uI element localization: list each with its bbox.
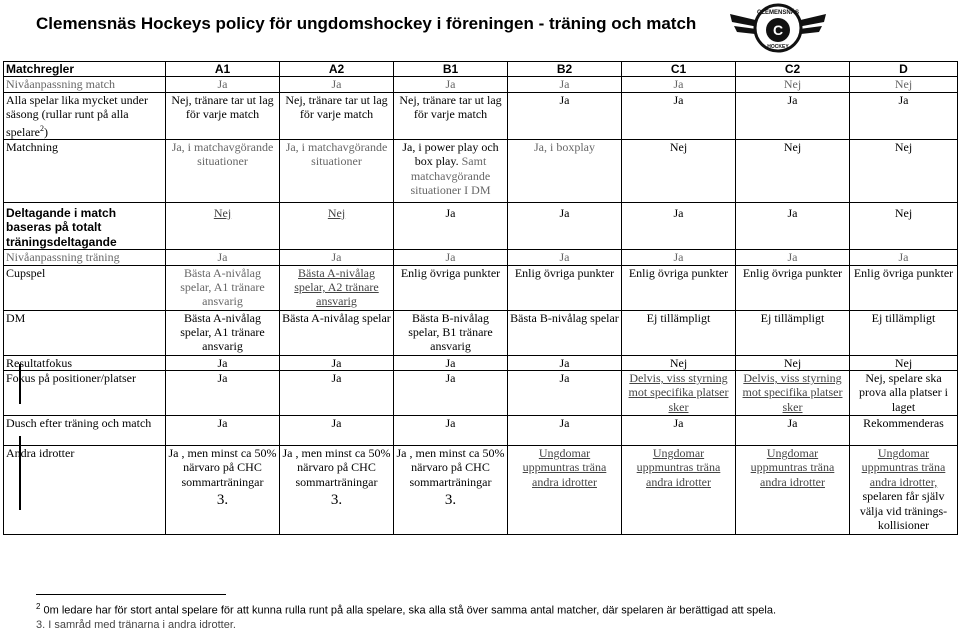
cell: Ja: [166, 355, 280, 370]
row-label: Deltagande i match baseras på totalt träningsdeltagande: [4, 203, 166, 250]
row-label-end: ): [43, 124, 48, 139]
cell: Enlig övriga punkter: [508, 265, 622, 310]
cell-text: Nej: [213, 206, 232, 221]
footnote-ref: 3.: [444, 492, 457, 509]
table-row: [4, 265, 958, 310]
cell: Ja: [736, 416, 850, 446]
cell: Rekommenderas: [850, 416, 958, 446]
table-row: [4, 92, 958, 139]
cell-text-gray: Samt matchavgörande situationer I DM: [410, 154, 491, 198]
header-a2: A2: [280, 62, 394, 77]
table-row: [4, 203, 958, 250]
cell: Ej tillämpligt: [736, 310, 850, 355]
cell: Nej: [622, 140, 736, 203]
cell: [850, 446, 958, 535]
header-matchregler: Matchregler: [4, 62, 166, 77]
cell: Ja: [622, 250, 736, 265]
header-row: [4, 62, 958, 77]
cell: Ja, i matchavgörande situationer: [280, 140, 394, 203]
cell: Ja: [394, 250, 508, 265]
table-row: [4, 446, 958, 535]
cell: Ja: [850, 250, 958, 265]
cell-text: Ja , men minst ca 50% närvaro på CHC sommarträningar: [282, 446, 391, 489]
header-b1: B1: [394, 62, 508, 77]
cell: Ja: [394, 77, 508, 92]
cell: Enlig övriga punkter: [622, 265, 736, 310]
cell: Ja: [508, 203, 622, 250]
cell: Bästa A-nivålag spelar, A1 tränare ansvarig: [166, 310, 280, 355]
row-label: Resultatfokus: [4, 355, 166, 370]
footnote-ref: 3.: [330, 492, 343, 509]
page-title: Clemensnäs Hockeys policy för ungdomshockey i föreningen - träning och match: [36, 14, 697, 33]
cell: Nej: [850, 355, 958, 370]
left-margin-bar: [19, 436, 21, 510]
footnote-number: 2: [36, 602, 41, 611]
logo-text: CLEMENSNÄS: [756, 10, 800, 16]
cell-text: Delvis, viss styrning mot specifika platser sker: [628, 371, 729, 414]
footnote-ref: 3.: [216, 492, 229, 509]
header-a1: A1: [166, 62, 280, 77]
left-margin-bar: [19, 364, 21, 404]
cell: Ja: [280, 371, 394, 416]
cell: Nej: [850, 203, 958, 250]
cell: [280, 203, 394, 250]
cell: Enlig övriga punkter: [394, 265, 508, 310]
cell: Ja: [508, 371, 622, 416]
footnote-text: 0m ledare har för stort antal spelare för att kunna rulla runt på alla spelare, ska alla stå över samma antal matcher, där spelaren är berättigad att spela.: [43, 604, 777, 617]
cell: Nej, spelare ska prova alla platser i laget: [850, 371, 958, 416]
row-label: Nivåanpassning match: [4, 77, 166, 92]
footnote-ref: 2: [39, 123, 44, 133]
cell: Nej: [736, 355, 850, 370]
cell: Enlig övriga punkter: [736, 265, 850, 310]
cell: Ja: [622, 77, 736, 92]
cell-text: Ungdomar uppmuntras träna andra idrotter: [750, 446, 835, 489]
cell: Bästa A-nivålag spelar, A1 tränare ansvarig: [166, 265, 280, 310]
cell: Ja: [280, 355, 394, 370]
cell: Ja: [166, 416, 280, 446]
cell: Nej: [850, 77, 958, 92]
cell-text: Ungdomar uppmuntras träna andra idrotter,: [861, 446, 946, 489]
cell-text: spelaren får själv välja vid tränings-kollisioner: [859, 489, 948, 533]
cell: Ja: [166, 250, 280, 265]
cell-text: Ja , men minst ca 50% närvaro på CHC sommarträningar: [168, 446, 277, 489]
cell: Nej, tränare tar ut lag för varje match: [166, 92, 280, 139]
cell-text: Ja , men minst ca 50% närvaro på CHC sommarträningar: [396, 446, 505, 489]
cell: Ja: [508, 77, 622, 92]
footnote-divider: [36, 594, 226, 595]
cell: [622, 446, 736, 535]
row-label: Fokus på positioner/platser: [4, 371, 166, 416]
cell-text: Bästa A-nivålag spelar, A2 tränare ansvarig: [294, 265, 379, 309]
cell: Ja: [622, 203, 736, 250]
table-row: [4, 416, 958, 446]
cell: Ja: [622, 416, 736, 446]
cell: [280, 265, 394, 310]
cell: Ja: [508, 92, 622, 139]
cell: Ja: [850, 92, 958, 139]
row-label: DM: [4, 310, 166, 355]
row-label: Andra idrotter: [4, 446, 166, 535]
cell-text: Delvis, viss styrning mot specifika platser sker: [742, 371, 843, 414]
header-c1: C1: [622, 62, 736, 77]
cell: Enlig övriga punkter: [850, 265, 958, 310]
row-label: Dusch efter träning och match: [4, 416, 166, 446]
cell: Ja: [394, 371, 508, 416]
cell-text: Ja, i power play och box play.: [402, 140, 499, 169]
cell: [394, 446, 508, 535]
cell: [622, 371, 736, 416]
winged-puck-logo: [728, 0, 828, 56]
policy-table: [3, 61, 958, 535]
footnote-2: [36, 602, 776, 617]
cell: [394, 140, 508, 203]
cell: Ja: [508, 416, 622, 446]
cell: Nej, tränare tar ut lag för varje match: [280, 92, 394, 139]
cell: Ej tillämpligt: [622, 310, 736, 355]
cell: [736, 446, 850, 535]
cell: Bästa B-nivålag spelar: [508, 310, 622, 355]
logo-letter: C: [772, 22, 784, 38]
cell: Ja: [394, 355, 508, 370]
cell-text: Nej: [327, 206, 346, 221]
table-row: [4, 250, 958, 265]
logo-subtext: HOCKEY: [767, 44, 789, 50]
header-d: D: [850, 62, 958, 77]
table-row: [4, 77, 958, 92]
cell: [736, 371, 850, 416]
row-label-text: Alla spelar lika mycket under säsong (rullar runt på alla spelare: [6, 92, 148, 139]
cell: Ja: [280, 250, 394, 265]
cell: Ja: [736, 203, 850, 250]
cell: Ja, i matchavgörande situationer: [166, 140, 280, 203]
cell: [508, 446, 622, 535]
table-row: [4, 140, 958, 203]
table-row: [4, 310, 958, 355]
cell: Bästa A-nivålag spelar: [280, 310, 394, 355]
header-c2: C2: [736, 62, 850, 77]
cell: Ja: [736, 92, 850, 139]
cell: Ja: [508, 355, 622, 370]
cell: Nej, tränare tar ut lag för varje match: [394, 92, 508, 139]
cell: Ja: [394, 203, 508, 250]
footnote-3: 3. I samråd med tränarna i andra idrotter.: [36, 619, 236, 631]
cell: Ja: [280, 416, 394, 446]
row-label: Cupspel: [4, 265, 166, 310]
cell: [166, 446, 280, 535]
cell: Bästa B-nivålag spelar, B1 tränare ansvarig: [394, 310, 508, 355]
table-row: [4, 371, 958, 416]
row-label: Matchning: [4, 140, 166, 203]
cell: [166, 203, 280, 250]
row-label: [4, 92, 166, 139]
cell: Ja: [166, 77, 280, 92]
cell: Nej: [850, 140, 958, 203]
header-b2: B2: [508, 62, 622, 77]
cell: Ja: [280, 77, 394, 92]
cell: Ja: [736, 250, 850, 265]
cell: Ja: [166, 371, 280, 416]
cell: Ja: [508, 250, 622, 265]
cell: [280, 446, 394, 535]
cell: Nej: [736, 140, 850, 203]
cell: Nej: [736, 77, 850, 92]
cell: Ej tillämpligt: [850, 310, 958, 355]
cell: Nej: [622, 355, 736, 370]
cell: Ja: [622, 92, 736, 139]
table-row: [4, 355, 958, 370]
cell-text: Ungdomar uppmuntras träna andra idrotter: [636, 446, 721, 489]
cell-text: Ungdomar uppmuntras träna andra idrotter: [522, 446, 607, 489]
cell: Ja: [394, 416, 508, 446]
row-label: Nivåanpassning träning: [4, 250, 166, 265]
cell: Ja, i boxplay: [508, 140, 622, 203]
